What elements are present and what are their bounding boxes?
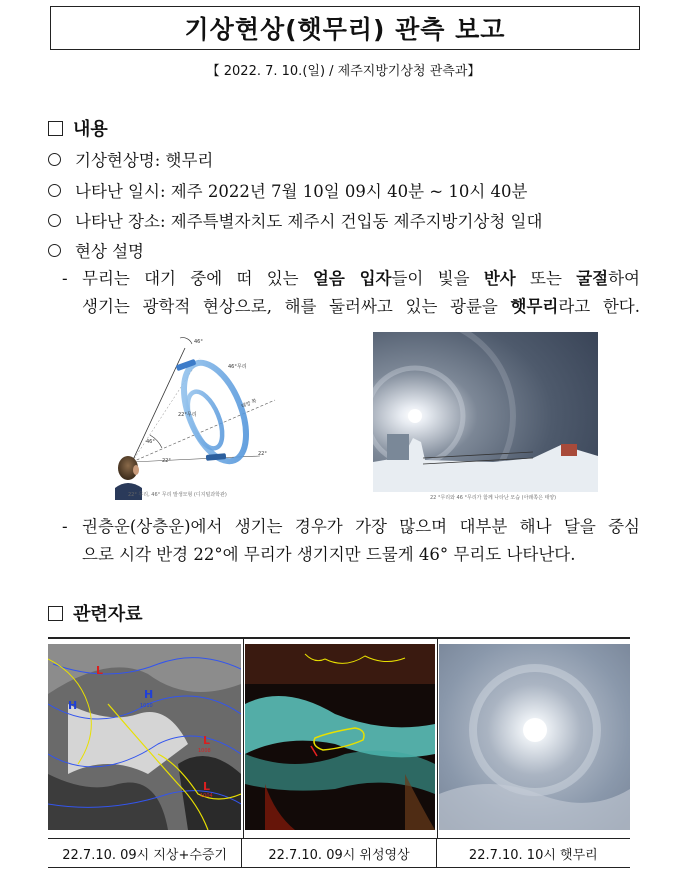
caption-surface-chart: 22.7.10. 09시 지상+수증기 (62, 847, 228, 863)
text-run: 무리는 대기 중에 떠 있는 (82, 269, 313, 288)
occurrence-time: 나타난 일시: 제주 2022년 7월 10일 09시 40분 ~ 10시 40분 (75, 182, 528, 201)
list-item (48, 178, 527, 202)
square-bullet-icon (48, 121, 63, 136)
pressure-value-label: 1004 (200, 793, 213, 799)
circle-bullet-icon (48, 184, 61, 197)
surface-weather-chart-image (48, 644, 241, 830)
caption-cell (48, 839, 241, 867)
description-line-4: 으로 시각 반경 22°에 무리가 생기지만 드물게 46° 무리도 나타난다. (82, 545, 576, 564)
description-paragraph-2 (62, 513, 640, 569)
diagram-label-46-halo: 46°무리 (228, 364, 247, 370)
high-pressure-label: H (68, 699, 78, 712)
page-title: 기상현상(햇무리) 관측 보고 (184, 15, 506, 44)
table-divider (243, 637, 244, 838)
circle-bullet-icon (48, 214, 61, 227)
description-line-3: 권층운(상층운)에서 생기는 경우가 가장 많으며 대부분 해나 달을 중심 (82, 517, 640, 536)
halo-photo-image (373, 332, 598, 492)
low-pressure-label: L (203, 780, 211, 793)
halo-sky-photo-image (439, 644, 630, 830)
diagram-caption: 22° 무리, 46° 무리 발생모형 (디지털과학관) (128, 492, 227, 498)
phenomenon-name: 기상현상명: 햇무리 (75, 151, 214, 170)
image-caption-row (48, 838, 630, 868)
text-run-bold: 반사 (483, 269, 516, 288)
dash-marker: - (62, 517, 68, 536)
caption-halo-photo: 22.7.10. 10시 햇무리 (468, 847, 598, 863)
caption-satellite: 22.7.10. 09시 위성영상 (268, 847, 410, 863)
circle-bullet-icon (48, 244, 61, 257)
surface-weather-chart (48, 644, 241, 830)
description-line-2 (82, 293, 640, 321)
caption-cell (436, 839, 630, 867)
caption-cell (241, 839, 435, 867)
satellite-image-graphic (245, 644, 435, 830)
diagram-label-22-right: 22° (258, 451, 267, 457)
text-run: 또는 (515, 269, 577, 288)
low-pressure-label: L (96, 664, 104, 677)
halo-sky-photo (439, 644, 630, 830)
description-paragraph-1 (62, 265, 640, 321)
text-run-bold: 굴절 (576, 269, 609, 288)
title-box (50, 6, 640, 50)
text-run: 들이 빛을 (391, 269, 484, 288)
section-heading-content (48, 115, 108, 141)
list-item (48, 147, 213, 171)
list-item (48, 238, 144, 262)
occurrence-place: 나타난 장소: 제주특별자치도 제주시 건입동 제주지방기상청 일대 (75, 212, 543, 231)
dash-marker: - (62, 269, 68, 288)
text-run: 하여 (608, 269, 640, 288)
list-item (48, 208, 542, 232)
halo-formation-diagram (110, 330, 285, 500)
section-heading-label: 내용 (73, 119, 108, 140)
text-run: 라고 한다. (558, 297, 640, 316)
pressure-value-label: 1008 (198, 748, 211, 754)
diagram-label-22-halo: 22°무리 (178, 412, 197, 418)
diagram-label-22-angle: 22° (162, 458, 171, 464)
text-run-bold: 햇무리 (510, 297, 559, 316)
section-heading-related (48, 600, 143, 626)
high-pressure-label: H (144, 688, 154, 701)
report-subtitle: 【 2022. 7. 10.(일) / 제주지방기상청 관측과】 (206, 64, 481, 79)
section-heading-label: 관련자료 (73, 604, 143, 625)
phenomenon-description-label: 현상 설명 (75, 242, 145, 261)
diagram-label-sun-direction: 태양 쪽 (240, 398, 258, 410)
diagram-label-46: 46° (194, 339, 203, 345)
square-bullet-icon (48, 606, 63, 621)
text-run: 생기는 광학적 현상으로, 해를 둘러싸고 있는 광륜을 (82, 297, 511, 316)
diagram-label-46-angle: 46° (146, 439, 155, 445)
description-line-1 (82, 265, 640, 293)
pressure-value-label: 1010 (140, 703, 153, 709)
photo-caption: 22 °무리와 46 °무리가 함께 나타난 모습 (아래쪽은 태양) (430, 495, 557, 501)
low-pressure-label: L (203, 734, 211, 747)
table-divider (437, 637, 438, 838)
halo-photo (373, 332, 598, 492)
satellite-image (245, 644, 435, 830)
circle-bullet-icon (48, 153, 61, 166)
table-top-rule (48, 637, 630, 639)
text-run-bold: 얼음 입자 (312, 269, 392, 288)
